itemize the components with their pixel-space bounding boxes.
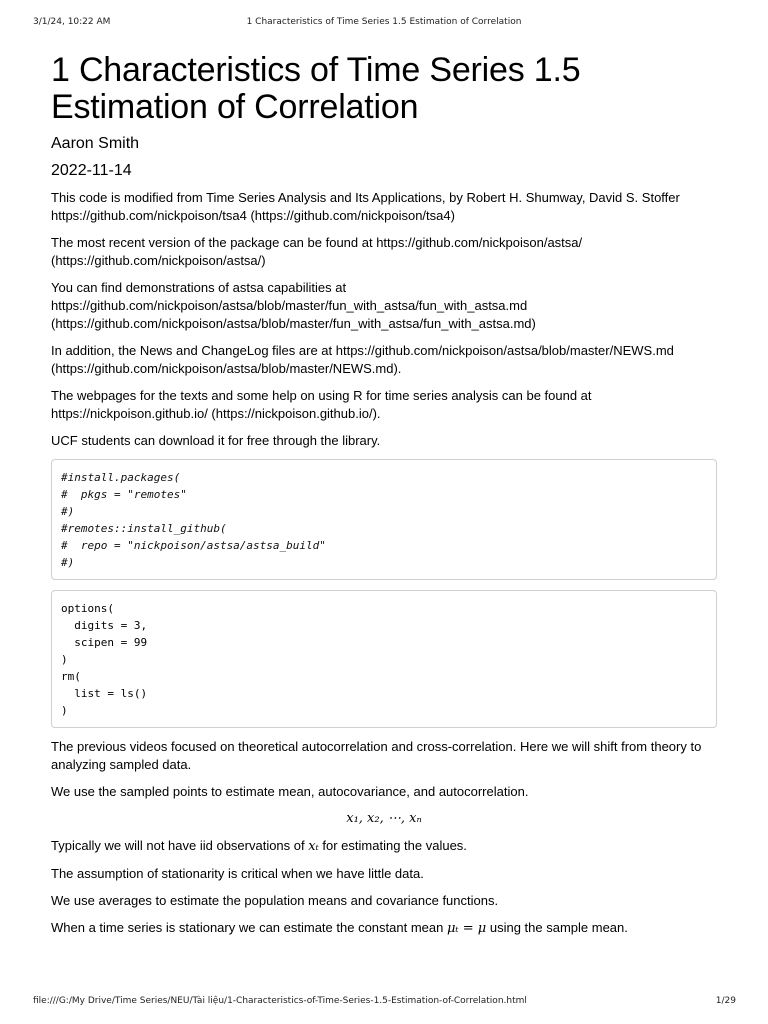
print-page-title: 1 Characteristics of Time Series 1.5 Estimation of Correlation	[246, 17, 522, 27]
text: using the sample mean.	[486, 920, 628, 935]
text: for estimating the values.	[318, 838, 467, 853]
code-block-install	[51, 459, 717, 580]
print-footer	[0, 996, 768, 1008]
file-path: file:///G:/My Drive/Time Series/NEU/Tài liệu/1-Characteristics-of-Time-Series-1.5-Estimation-of-Correlation.html	[33, 996, 527, 1006]
paragraph-stationarity: The assumption of stationarity is critical when we have little data.	[51, 866, 424, 881]
code-line: #)	[61, 505, 75, 518]
intro-paragraph: You can find demonstrations of astsa capabilities at https://github.com/nickpoison/astsa/blob/master/fun_with_astsa/fun_with_astsa.md (https://github.com/nickpoison/astsa/blob/master/fun_with_astsa/fun_with_astsa.md)	[51, 280, 536, 331]
text: Typically we will not have iid observations of	[51, 838, 309, 853]
paragraph-iid	[51, 837, 717, 856]
intro-paragraph: The webpages for the texts and some help on using R for time series analysis can be found at https://nickpoison.github.io/ (https://nickpoison.github.io/).	[51, 388, 592, 421]
code-line: )	[61, 653, 68, 666]
math-mu: μₜ = μ	[446, 921, 487, 936]
intro-paragraph: The most recent version of the package can be found at https://github.com/nickpoison/astsa/ (https://github.com/nickpoison/astsa/)	[51, 235, 583, 268]
math-xt: xₜ	[308, 839, 319, 854]
page-number: 1/29	[715, 996, 736, 1006]
code-line: #remotes::install_github(	[61, 522, 227, 535]
code-line: #install.packages(	[61, 471, 181, 484]
code-line: options(	[61, 602, 114, 615]
paragraph-videos: The previous videos focused on theoretical autocorrelation and cross-correlation. Here we will shift from theory to analyzing sampled data.	[51, 739, 702, 772]
paragraph-sampled: We use the sampled points to estimate mean, autocovariance, and autocorrelation.	[51, 784, 529, 799]
code-line: rm(	[61, 670, 81, 683]
intro-paragraph: In addition, the News and ChangeLog files are at https://github.com/nickpoison/astsa/blob/master/NEWS.md (https://github.com/nickpoison/astsa/blob/master/NEWS.md).	[51, 343, 674, 376]
code-line: scipen = 99	[61, 636, 148, 649]
text: When a time series is stationary we can estimate the constant mean	[51, 920, 447, 935]
paragraph-averages: We use averages to estimate the population means and covariance functions.	[51, 893, 499, 908]
document-body	[51, 52, 717, 947]
code-line: )	[61, 704, 68, 717]
paragraph-sample-mean	[51, 919, 717, 938]
document-title: 1 Characteristics of Time Series 1.5 Estimation of Correlation	[51, 51, 581, 126]
code-line: # repo = "nickpoison/astsa/astsa_build"	[61, 539, 326, 552]
document-author: Aaron Smith	[51, 135, 140, 152]
intro-paragraph: This code is modified from Time Series Analysis and Its Applications, by Robert H. Shumway, David S. Stoffer https://github.com/nickpoison/tsa4 (https://github.com/nickpoison/tsa4)	[51, 190, 680, 223]
print-header	[0, 17, 768, 29]
intro-paragraph: UCF students can download it for free through the library.	[51, 433, 381, 448]
code-block-options	[51, 590, 717, 728]
math-sample-sequence: x₁, x₂, ⋯, xₙ	[346, 811, 422, 826]
code-line: #)	[61, 556, 75, 569]
code-line: # pkgs = "remotes"	[61, 488, 187, 501]
code-line: list = ls()	[61, 687, 148, 700]
code-line: digits = 3,	[61, 619, 148, 632]
document-date: 2022-11-14	[51, 162, 132, 179]
print-datetime: 3/1/24, 10:22 AM	[33, 17, 111, 27]
